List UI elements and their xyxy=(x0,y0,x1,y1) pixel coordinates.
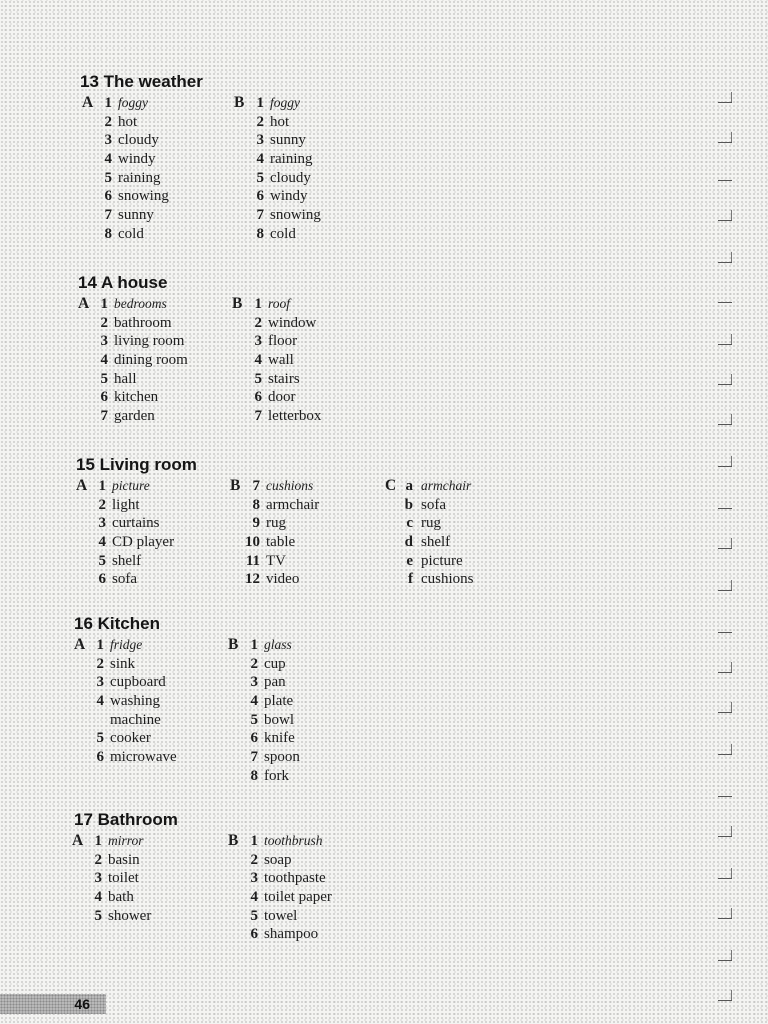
exercise-letter: A xyxy=(76,477,88,494)
section-title: 16 Kitchen xyxy=(74,614,160,633)
page-number: 46 xyxy=(74,996,90,1012)
answer-key-page: 13 The weather A 1 foggy 2 hot 3 cloudy 4 windy 5 raining 6 snowing 7 sunny 8 cold B 1 foggy 2 hot 3 sunny 4 raining 5 cloudy 6 windy 7 snowing 8 cold 14 A house A 1 bedrooms 2 bathroom 3 living room 4 dining room 5 hall 6 kitchen 7 garden B 1 roof 2 window 3 floor 4 wall 5 stairs 6 door 7 letterbox 15 Living room A 1 picture 2 light 3 curtains 4 CD player 5 shelf 6 sofa B 7 cushions 8 armchair 9 rug 10 table 11 TV 12 video C a armchair b sofa c rug d shelf e picture f cushions 16 Kitchen A 1 fridge 2 sink 3 cupboard 4 washing machine 5 cooker 6 microwave B 1 glass 2 cup 3 pan 4 plate 5 bowl 6 knife 7 spoon 8 fork 17 Bathroom A 1 mirror 2 basin 3 toilet 4 bath 5 shower B 1 toothbrush 2 soap 3 toothpaste 4 toilet paper 5 towel 6 shampoo 46 xyxy=(0,0,768,1024)
exercise-letter: B xyxy=(228,636,239,653)
exercise-letter: B xyxy=(228,832,239,849)
exercise-letter: B xyxy=(234,94,245,111)
exercise-letter: B xyxy=(230,477,241,494)
section-title: 13 The weather xyxy=(80,72,203,91)
exercise-letter: A xyxy=(74,636,86,653)
exercise-letter: A xyxy=(72,832,84,849)
exercise-letter: C xyxy=(385,477,397,494)
exercise-letter: B xyxy=(232,295,243,312)
section-title: 14 A house xyxy=(78,273,168,292)
exercise-letter: A xyxy=(82,94,94,111)
exercise-letter: A xyxy=(78,295,90,312)
page-number-tab xyxy=(0,994,106,1014)
section-title: 15 Living room xyxy=(76,455,197,474)
section-title: 17 Bathroom xyxy=(74,810,178,829)
